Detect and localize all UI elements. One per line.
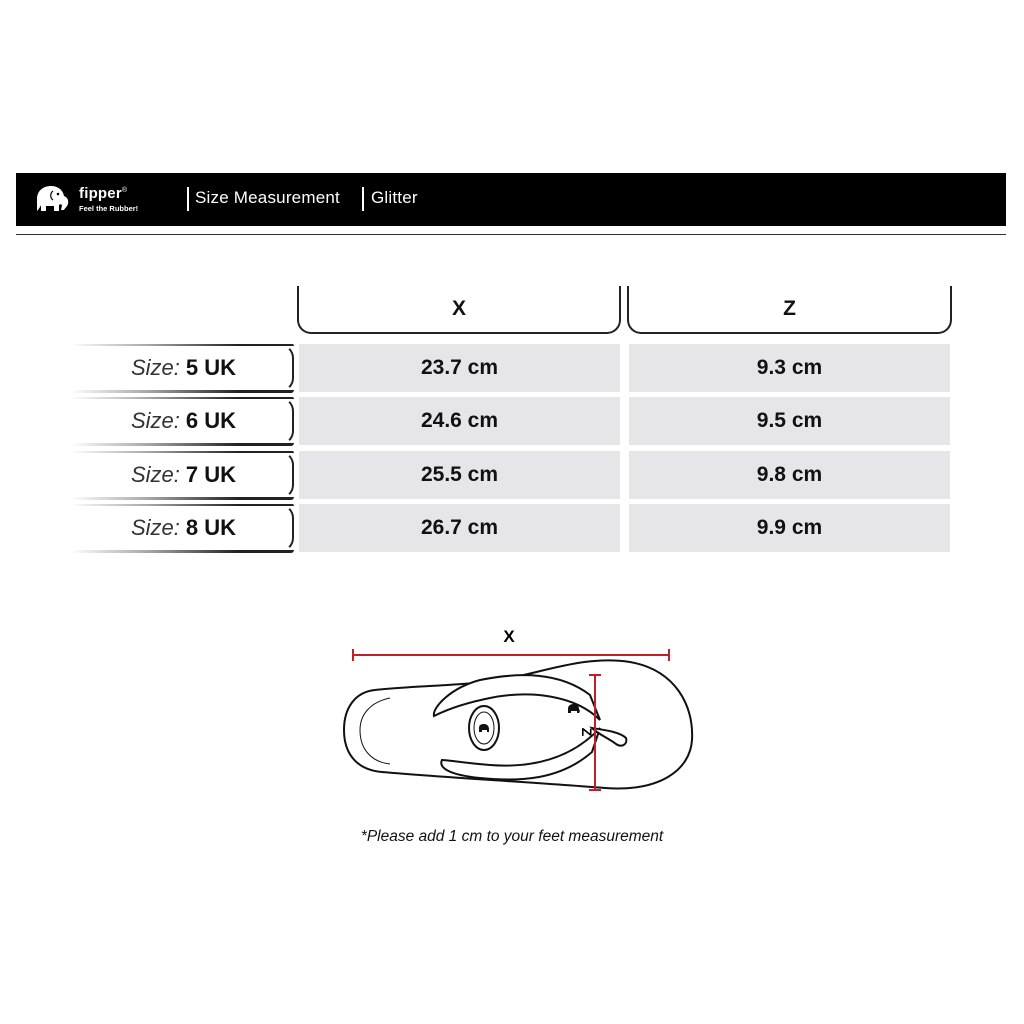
- x-measure-label: X: [503, 627, 515, 646]
- z-measure-label: Z: [579, 727, 595, 737]
- brand-tagline: Feel the Rubber!: [79, 204, 139, 213]
- size-label: Size: 5 UK: [70, 344, 294, 392]
- column-header-x: X: [297, 286, 621, 334]
- size-label: Size: 8 UK: [70, 504, 294, 552]
- size-label: Size: 7 UK: [70, 451, 294, 499]
- section-title: Size Measurement: [195, 188, 340, 207]
- header-separator: [187, 187, 189, 211]
- cell-x: 26.7 cm: [299, 504, 620, 552]
- x-measure-line: [353, 649, 669, 661]
- cell-x: 25.5 cm: [299, 451, 620, 499]
- footnote: *Please add 1 cm to your feet measurement: [360, 828, 664, 845]
- brand-name: fipper®: [79, 185, 128, 202]
- flip-flop-diagram: [330, 620, 710, 810]
- variant-title: Glitter: [371, 188, 418, 207]
- cell-z: 9.5 cm: [629, 397, 950, 445]
- elephant-logo-icon: [31, 183, 71, 215]
- column-header-z: Z: [627, 286, 952, 334]
- header-bar: [16, 173, 1006, 226]
- header-separator: [362, 187, 364, 211]
- header-rule: [16, 234, 1006, 235]
- size-label: Size: 6 UK: [70, 397, 294, 445]
- cell-z: 9.8 cm: [629, 451, 950, 499]
- cell-x: 23.7 cm: [299, 344, 620, 392]
- cell-x: 24.6 cm: [299, 397, 620, 445]
- cell-z: 9.3 cm: [629, 344, 950, 392]
- cell-z: 9.9 cm: [629, 504, 950, 552]
